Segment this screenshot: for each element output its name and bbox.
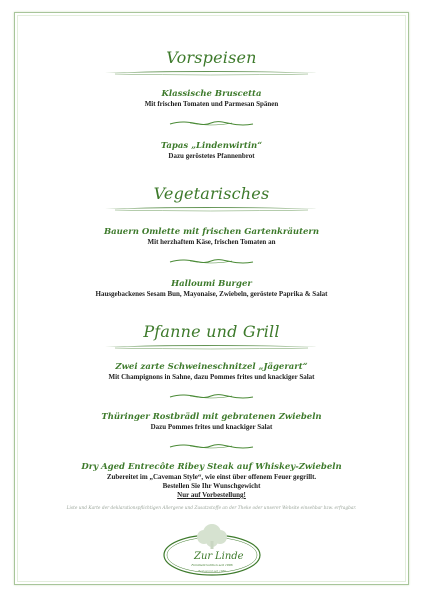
menu-item-description: Bestellen Sie Ihr Wunschgewicht (162, 482, 261, 490)
menu-item-description: Mit frischen Tomaten und Parmesan Spänen (144, 100, 279, 108)
menu-item-description: Dazu geröstetes Pfannenbrot (168, 152, 255, 160)
svg-text:Linde: Linde (215, 551, 244, 562)
section-divider-ornament (0, 342, 423, 352)
svg-text:Restaurant seit 1886: Restaurant seit 1886 (198, 570, 226, 573)
menu-item-title: Thüringer Rostbrädl mit gebratenen Zwiebeln (101, 412, 322, 422)
menu-item-title: Tapas „Lindenwirtin“ (160, 141, 263, 151)
swirl-ornament (0, 391, 423, 403)
swirl-ornament (0, 118, 423, 130)
restaurant-logo (160, 521, 264, 581)
menu-item-description: Mit Champignons in Sahne, dazu Pommes frites und knackiger Salat (108, 373, 315, 381)
swirl-ornament (0, 256, 423, 268)
section-divider-ornament (0, 204, 423, 214)
menu-item-description: Dazu Pommes frites und knackiger Salat (150, 423, 273, 431)
preorder-note: Nur auf Vorbestellung! (177, 491, 246, 499)
menu-item-description: Hausgebackenes Sesam Bun, Mayonaise, Zwiebeln, geröstete Paprika & Salat (95, 290, 328, 298)
menu-item-title: Klassische Bruscetta (161, 89, 262, 99)
menu-item-title: Zwei zarte Schweineschnitzel „Jägerart“ (115, 362, 308, 372)
menu-item-title: Bauern Omlette mit frischen Gartenkräutern (103, 227, 320, 237)
section-title-vegetarisches: Vegetarisches (153, 184, 270, 203)
section-title-vorspeisen: Vorspeisen (166, 48, 257, 67)
menu-item-description: Zubereitet im „Caveman Style“, wie einst über offenem Feuer gegrillt. (106, 473, 317, 481)
logo-wordmark: Zur (194, 551, 213, 562)
section-title-pfanne-und-grill: Pfanne und Grill (143, 322, 280, 341)
linden-tree-logo-icon (160, 521, 264, 581)
swirl-ornament (0, 441, 423, 453)
section-divider-ornament (0, 68, 423, 78)
svg-text:Familientradition seit 1886: Familientradition seit 1886 (191, 563, 233, 567)
menu-item-title: Halloumi Burger (171, 279, 252, 289)
menu-item-description: Mit herzhaftem Käse, frischen Tomaten an (147, 238, 276, 246)
menu-item-title: Dry Aged Entrecôte Ribey Steak auf Whiskey-Zwiebeln (81, 462, 342, 472)
allergen-note: Liste und Karte der deklarationspflichtigen Allergene und Zusatzstoffe an der Theke oder unserer Website einsehbar bzw. erfragbar. (66, 506, 357, 511)
